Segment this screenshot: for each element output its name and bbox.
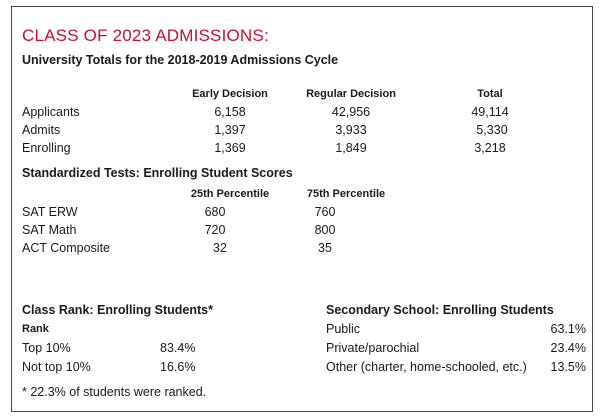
regular-value: 42,956 [331,105,371,119]
row-label: Top 10% [22,341,71,355]
early-value: 1,397 [214,123,246,137]
row-label: Applicants [22,105,80,119]
row-label: SAT ERW [22,205,78,219]
p75-value: 760 [314,205,336,219]
school-value: 63.1% [550,322,586,336]
total-value: 5,330 [476,123,508,137]
row-label: Admits [22,123,61,137]
p25-value: 680 [204,205,226,219]
col-header-early-decision: Early Decision [192,88,268,100]
class-rank-heading: Class Rank: Enrolling Students* [22,303,214,317]
p25-value: 32 [213,241,227,255]
col-header-25th-percentile: 25th Percentile [190,188,270,200]
row-label: Not top 10% [22,360,91,374]
rank-value: 16.6% [160,360,196,374]
rank-footnote: * 22.3% of students were ranked. [22,385,207,399]
secondary-school-heading: Secondary School: Enrolling Students [326,303,554,317]
p75-value: 35 [318,241,332,255]
total-value: 49,114 [471,105,509,119]
page-title: CLASS OF 2023 ADMISSIONS: [22,26,269,45]
regular-value: 1,849 [335,141,367,155]
row-label: ACT Composite [22,241,110,255]
row-label: Public [326,322,361,336]
school-value: 23.4% [550,341,586,355]
school-value: 13.5% [550,360,586,374]
totals-heading: University Totals for the 2018-2019 Admissions Cycle [22,53,339,67]
col-header-regular-decision: Regular Decision [306,88,396,100]
col-header-total: Total [477,88,503,100]
p25-value: 720 [204,223,226,237]
p75-value: 800 [314,223,336,237]
row-label: SAT Math [22,223,77,237]
col-header-75th-percentile: 75th Percentile [306,188,386,200]
early-value: 6,158 [214,105,246,119]
rank-value: 83.4% [160,341,196,355]
regular-value: 3,933 [335,123,367,137]
tests-heading: Standardized Tests: Enrolling Student Scores [22,166,293,180]
row-label: Other (charter, home-schooled, etc.) [326,360,527,374]
row-label: Private/parochial [326,341,420,355]
rank-subheading: Rank [22,323,49,335]
early-value: 1,369 [214,141,246,155]
row-label: Enrolling [22,141,71,155]
total-value: 3,218 [474,141,506,155]
